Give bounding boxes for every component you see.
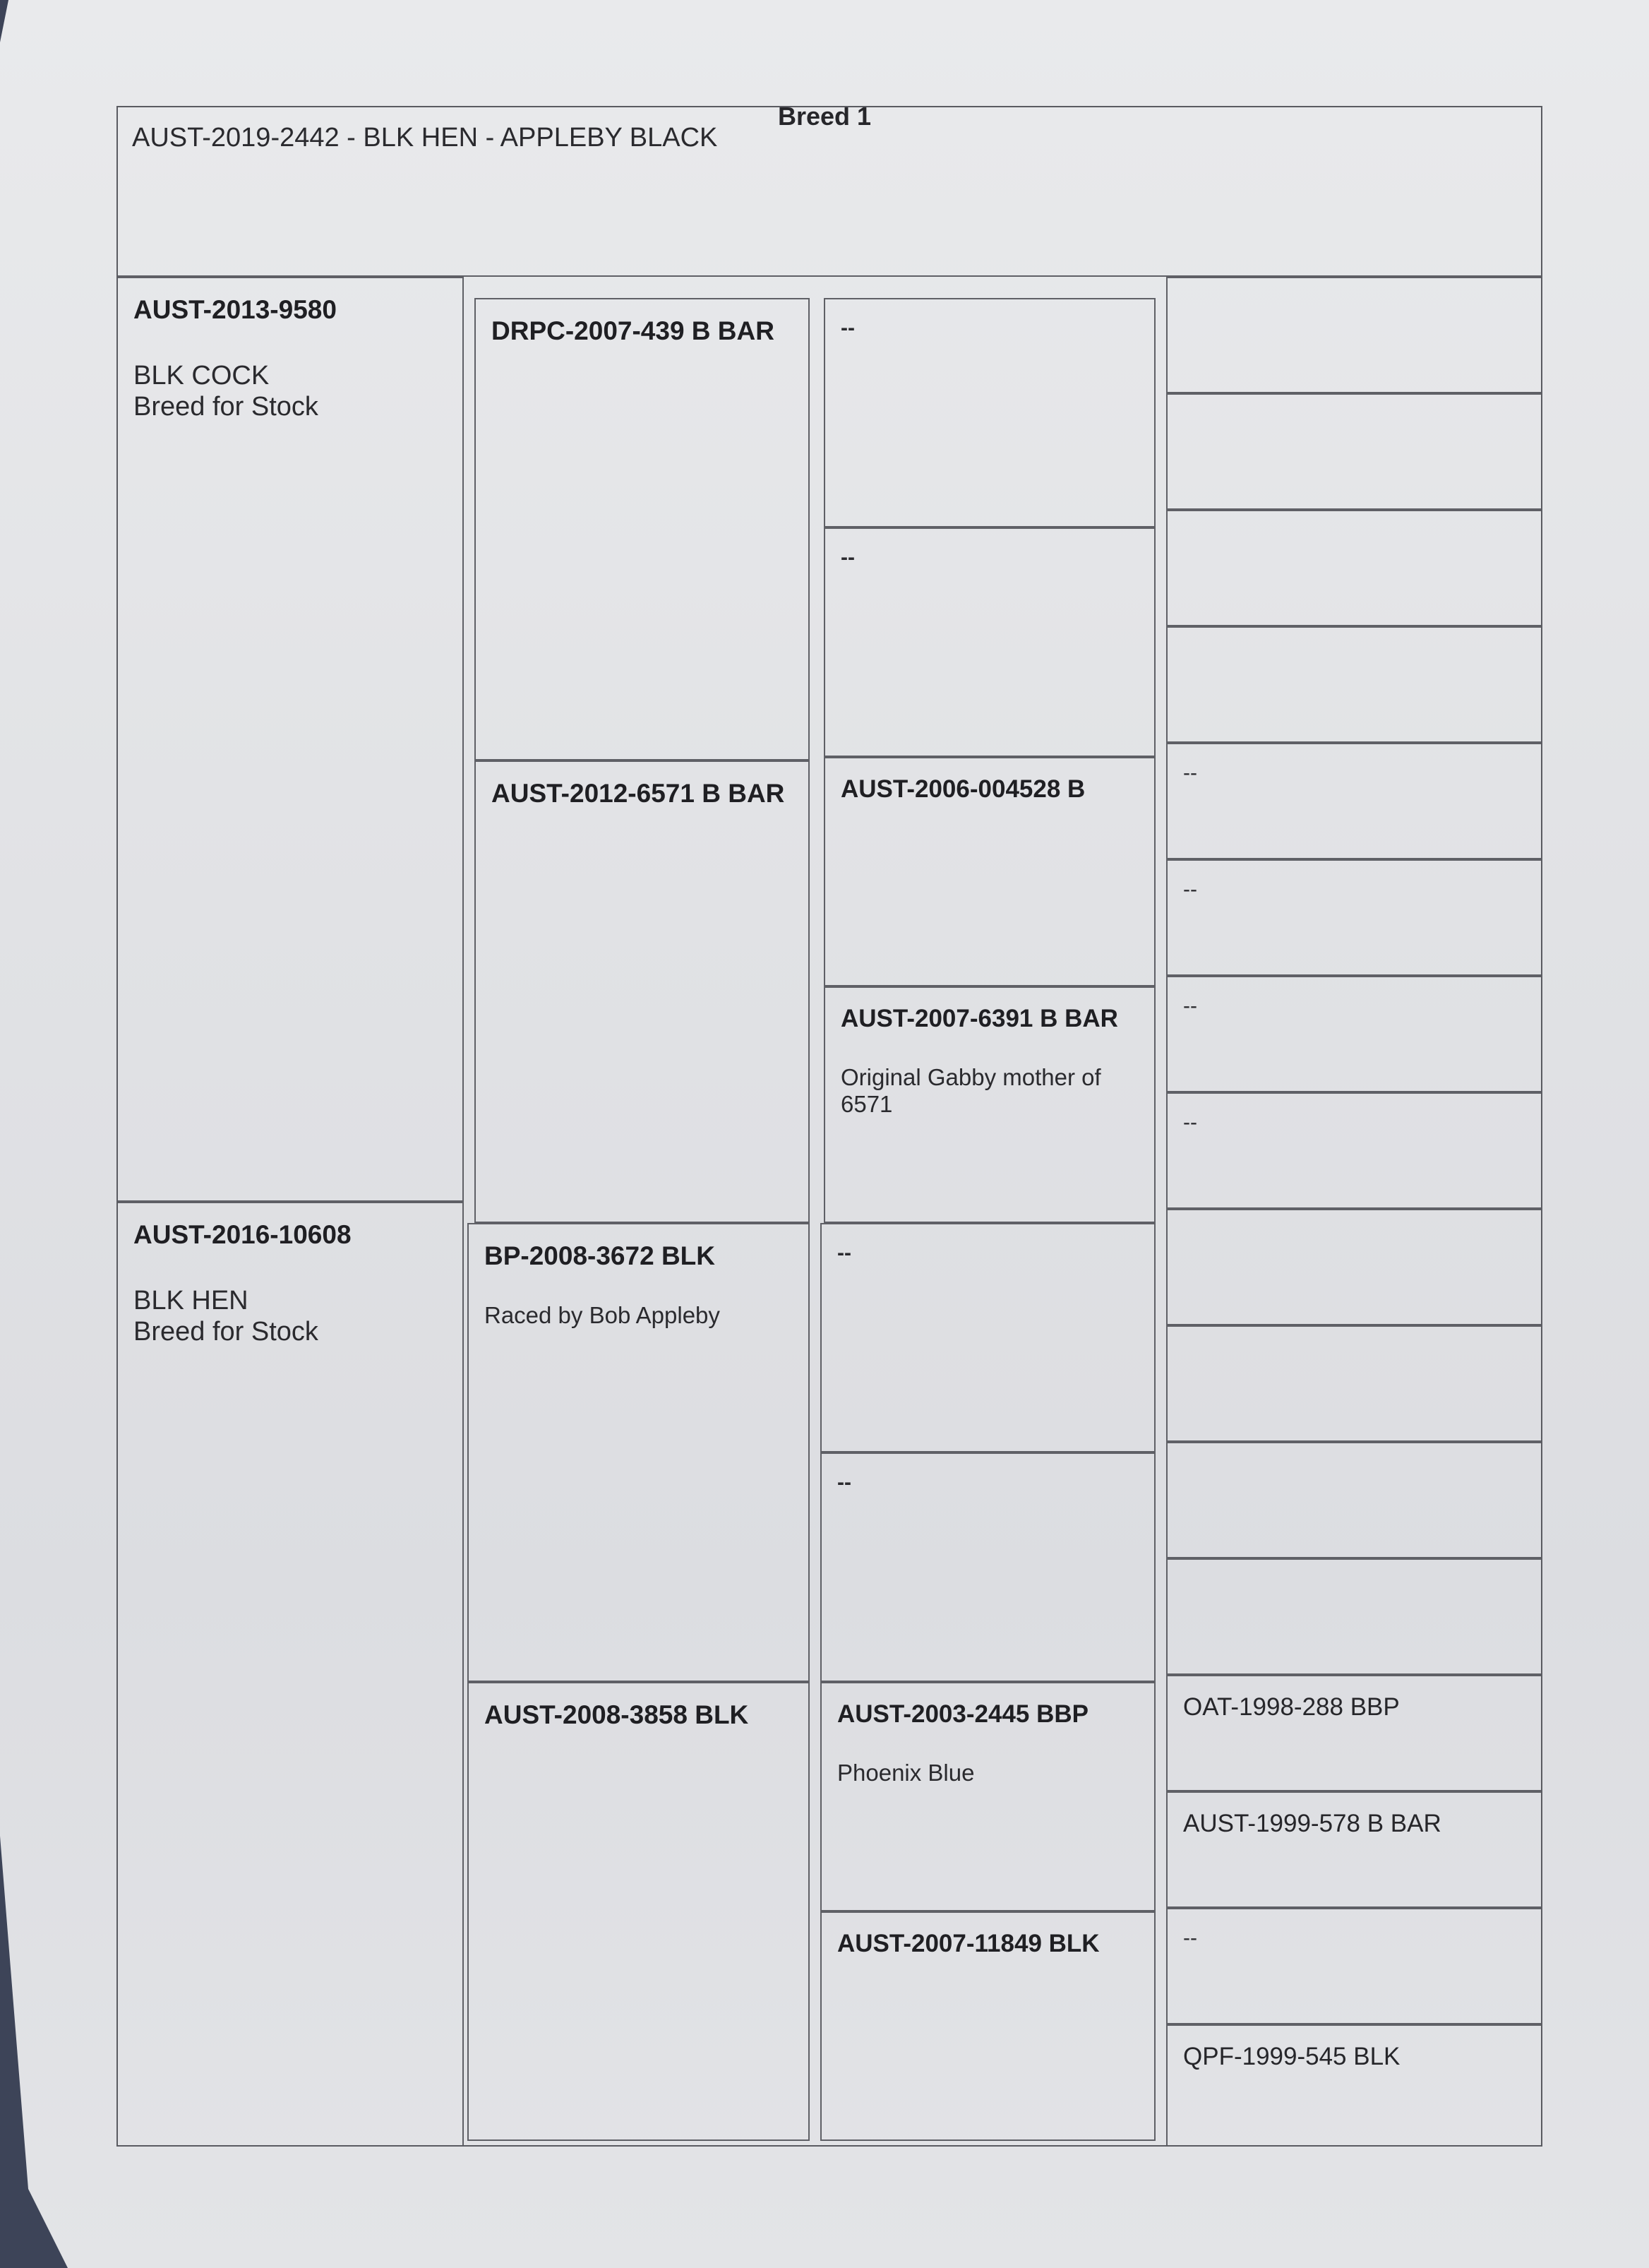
great-grandparent-cell — [820, 1682, 1156, 1911]
gen4-cell — [1166, 1908, 1541, 2024]
sire-id: AUST-2013-9580 — [133, 295, 337, 324]
great-grandparent-id: AUST-2007-6391 B BAR — [841, 1005, 1118, 1032]
great-grandparent-cell — [820, 1911, 1156, 2141]
gen4-cell — [1166, 393, 1541, 510]
great-grandparent-cell — [820, 1452, 1156, 1682]
great-grandparent-cell — [820, 1223, 1156, 1452]
empty-marker: -- — [837, 1471, 851, 1494]
gen4-cell — [1166, 626, 1541, 743]
page-title: Breed 1 — [777, 102, 872, 131]
great-grandparent-cell — [824, 757, 1156, 986]
dam-cell — [118, 1202, 464, 2145]
empty-marker: -- — [1183, 994, 1197, 1017]
gen4-cell — [1166, 1092, 1541, 1209]
great-grandparent-cell — [824, 986, 1156, 1223]
grandparent-cell — [467, 1682, 810, 2141]
pedigree-form — [116, 106, 1542, 2147]
great-grandparent-id: AUST-2006-004528 B — [841, 775, 1086, 803]
grandparent-id: AUST-2008-3858 BLK — [484, 1700, 749, 1729]
great-grandparent-cell — [824, 298, 1156, 527]
grandparent-cell — [474, 760, 810, 1223]
dam-id: AUST-2016-10608 — [133, 1220, 352, 1249]
empty-marker: -- — [1183, 1926, 1197, 1950]
empty-marker: -- — [841, 316, 855, 340]
empty-marker: -- — [1183, 761, 1197, 784]
gen4-cell — [1166, 743, 1541, 859]
great-grandparent-id: AUST-2007-11849 BLK — [837, 1930, 1100, 1957]
grandparent-id: AUST-2012-6571 B BAR — [491, 779, 785, 808]
grandparent-note: Raced by Bob Appleby — [484, 1302, 720, 1328]
grandparent-id: DRPC-2007-439 B BAR — [491, 316, 774, 345]
gen4-cell — [1166, 976, 1541, 1092]
gen4-cell — [1166, 1442, 1541, 1558]
empty-marker: -- — [837, 1241, 851, 1265]
sire-cell — [118, 277, 464, 1202]
gen4-cell — [1166, 1558, 1541, 1675]
great-great-grandparent-id: OAT-1998-288 BBP — [1183, 1693, 1400, 1721]
grandparent-cell — [474, 298, 810, 760]
gen4-cell — [1166, 1675, 1541, 1791]
subject-name: AUST-2019-2442 - BLK HEN - APPLEBY BLACK — [132, 123, 718, 153]
gen4-cell — [1166, 1791, 1541, 1908]
empty-marker: -- — [841, 546, 855, 569]
great-grandparent-note: Original Gabby mother of 6571 — [841, 1064, 1101, 1117]
gen4-cell — [1166, 1209, 1541, 1325]
subject-header — [118, 107, 1541, 277]
empty-marker: -- — [1183, 878, 1197, 901]
great-grandparent-cell — [824, 527, 1156, 757]
sire-description: BLK COCK Breed for Stock — [133, 361, 318, 422]
gen4-cell — [1166, 859, 1541, 976]
great-grandparent-id: AUST-2003-2445 BBP — [837, 1700, 1089, 1728]
great-grandparent-note: Phoenix Blue — [837, 1760, 975, 1786]
great-great-grandparent-id: AUST-1999-578 B BAR — [1183, 1810, 1441, 1837]
gen4-cell — [1166, 2024, 1541, 2145]
gen4-cell — [1166, 1325, 1541, 1442]
empty-marker: -- — [1183, 1111, 1197, 1134]
great-great-grandparent-id: QPF-1999-545 BLK — [1183, 2043, 1401, 2070]
grandparent-id: BP-2008-3672 BLK — [484, 1241, 715, 1270]
gen4-cell — [1166, 277, 1541, 393]
gen4-cell — [1166, 510, 1541, 626]
dam-description: BLK HEN Breed for Stock — [133, 1286, 318, 1347]
grandparent-cell — [467, 1223, 810, 1682]
